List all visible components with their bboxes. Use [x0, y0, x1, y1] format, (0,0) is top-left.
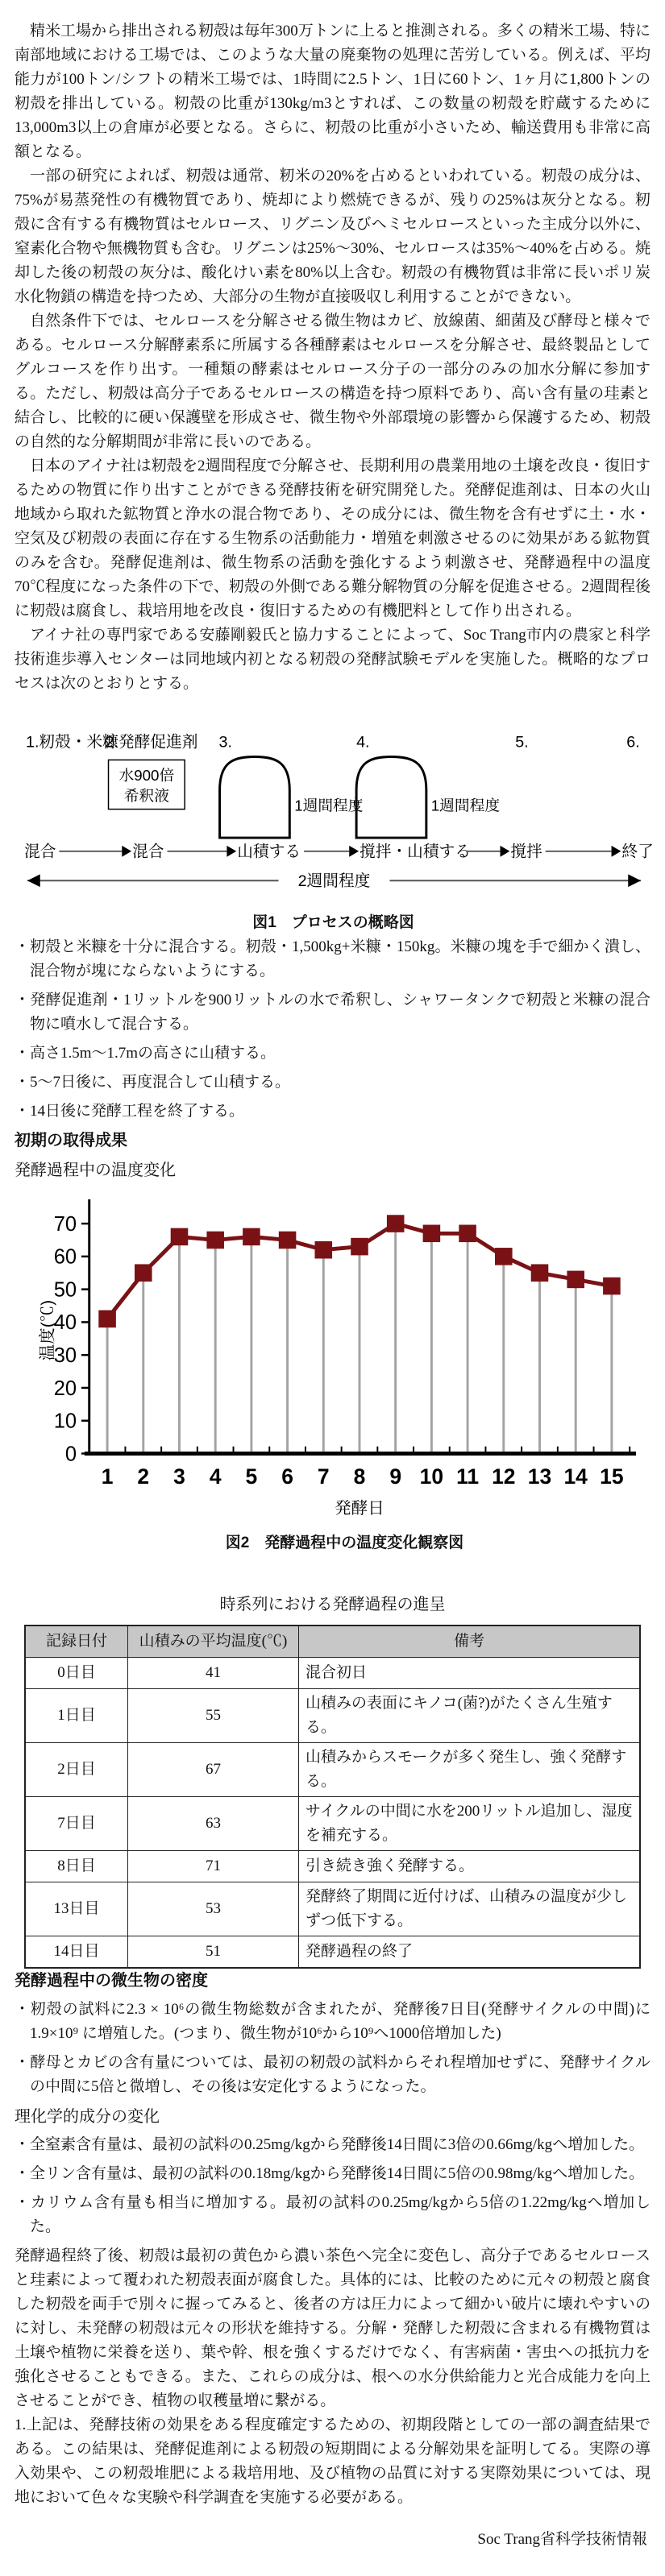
data-point-day-11 — [459, 1225, 476, 1243]
process-step-item: ・高さ1.5m〜1.7mの高さに山積する。 — [15, 1045, 276, 1062]
cell-date: 13日目 — [25, 1882, 128, 1936]
flow-label-stir-pile: 撹拌・山積する — [360, 843, 471, 861]
header-record-date: 記録日付 — [25, 1626, 128, 1658]
diagram-step6-label: 6. — [626, 733, 640, 752]
microbe-bullet: ・酵母とカビの含有量については、最初の籾殻の試料からそれ程増加せずに、発酵サイクルの中間に5倍と微増し、その後は安定化するようになった。 — [15, 2054, 650, 2095]
x-tick-label: 1 — [101, 1464, 114, 1489]
data-point-day-1 — [98, 1311, 116, 1328]
data-point-day-4 — [206, 1232, 224, 1249]
cell-note: 山積みの表面にキノコ(菌?)がたくさん生殖する。 — [299, 1689, 641, 1743]
diagram-step5-label: 5. — [515, 733, 529, 752]
chem-bullet: ・全窒素含有量は、最初の試料の0.25mg/kgから発酵後14日間に3倍の0.66mg/kgへ増加した。 — [15, 2136, 645, 2153]
diagram-step1-label: 1.籾殻・米糠 — [25, 733, 118, 752]
table-header-row — [25, 1626, 640, 1658]
cell-date: 0日目 — [25, 1658, 128, 1689]
x-tick-label: 3 — [173, 1464, 185, 1489]
y-tick-label: 10 — [53, 1410, 77, 1433]
header-remarks: 備考 — [299, 1626, 641, 1658]
cell-temp: 41 — [128, 1658, 299, 1689]
data-point-day-5 — [243, 1228, 260, 1246]
duration-arrowhead-right — [628, 874, 641, 887]
flow-label-stir: 撹拌 — [510, 843, 542, 861]
microbe-density-list — [15, 1998, 650, 2099]
header-avg-temp: 山積みの平均温度(℃) — [128, 1626, 299, 1658]
cell-note: 引き続き強く発酵する。 — [299, 1851, 641, 1882]
source-attribution: Soc Trang省科学技術情報 — [477, 2531, 647, 2548]
process-step-item: ・発酵促進剤・1リットルを900リットルの水で希釈し、シャワータンクで籾殻と米糠の混合物に噴水して混合する。 — [15, 992, 650, 1033]
x-tick-label: 5 — [245, 1464, 258, 1489]
y-tick-label: 50 — [53, 1278, 77, 1302]
cell-temp: 53 — [128, 1882, 299, 1936]
x-tick-label: 11 — [456, 1464, 480, 1489]
paragraph-husk-composition: 一部の研究によれば、籾殻は通常、籾米の20%を占めるといわれている。籾殻の成分は、75%が易蒸発性の有機物質であり、焼却により燃焼できるが、残りの25%は灰分となる。籾殻に含有する有機物質はセルロース、リグニン及びヘミセルロースといった主成分以外に、窒素化合物や無機物質も含む。リグニンは25%〜30%、セルロースは35%〜40%を占める。焼却した後の籾殻の灰分は、酸化けい素を80%以上含む。籾殻の有機物質は非常に長いポリ炭水化物鎖の構造を持つため、大部分の生物が直接吸収し利用することができない。 — [15, 168, 650, 305]
table-row — [25, 1936, 640, 1969]
figure2-caption: 図2 発酵過程中の温度変化観察図 — [225, 1534, 464, 1551]
x-tick-label: 9 — [389, 1464, 402, 1489]
x-tick-label: 14 — [563, 1464, 588, 1489]
diagram-step4-label: 4. — [356, 733, 370, 752]
table-row — [25, 1658, 640, 1689]
figure1-caption: 図1 プロセスの概略図 — [252, 914, 414, 931]
week-duration-label-1: 1週間程度 — [294, 797, 364, 814]
data-point-day-9 — [387, 1215, 405, 1232]
x-axis-title: 発酵日 — [335, 1499, 384, 1517]
paragraph-husk-volume: 精米工場から排出される籾殻は毎年300万トンに上ると推測される。多くの精米工場、特に南部地域における工場では、このような大量の廃棄物の処理に苦労している。例えば、平均能力が100トン/シフトの精米工場では、1時間に2.5トン、1日に60トン、1ヶ月に1,800トンの籾殻を排出している。籾殻の比重が130kg/m3とすれば、この数量の籾殻を貯蔵するために13,000m3以上の倉庫が必要となる。さらに、籾殻の比重が小さいため、輸送費用も非常に高額となる。 — [15, 23, 650, 160]
data-point-day-7 — [315, 1241, 333, 1259]
week-duration-label-2: 1週間程度 — [430, 797, 501, 814]
cell-temp: 55 — [128, 1689, 299, 1743]
data-point-day-15 — [603, 1278, 621, 1295]
flow-label-pile: 山積する — [237, 843, 301, 861]
flow-label-mix2: 混合 — [132, 843, 164, 861]
y-axis-title: 温度(℃) — [39, 1299, 57, 1361]
results-heading: 初期の取得成果 — [15, 1132, 127, 1149]
data-point-day-6 — [279, 1232, 297, 1249]
x-tick-label: 13 — [527, 1464, 552, 1489]
process-step-item: ・5〜7日後に、再度混合して山積する。 — [15, 1074, 291, 1091]
table-row — [25, 1851, 640, 1882]
cell-note: 山積みからスモークが多く発生し、強く発酵する。 — [299, 1743, 641, 1797]
temperature-chart-figure — [39, 1191, 650, 1555]
x-tick-label: 15 — [600, 1464, 624, 1489]
data-point-day-8 — [351, 1238, 368, 1256]
data-point-day-14 — [567, 1271, 584, 1289]
chart-heading: 発酵過程中の温度変化 — [15, 1162, 176, 1179]
chart-drop-lines — [107, 1224, 612, 1452]
cell-date: 14日目 — [25, 1936, 128, 1969]
pile-mound-2 — [356, 756, 426, 838]
x-tick-label: 10 — [419, 1464, 444, 1489]
cell-date: 1日目 — [25, 1689, 128, 1743]
cell-temp: 51 — [128, 1936, 299, 1969]
y-tick-label: 60 — [53, 1245, 77, 1269]
dilution-box-line1: 水900倍 — [118, 767, 175, 785]
x-tick-label: 4 — [209, 1464, 222, 1489]
process-step-list — [15, 935, 650, 1124]
diagram-step3-label: 3. — [218, 733, 232, 752]
data-point-day-2 — [135, 1264, 152, 1282]
paragraph-post-fermentation: 発酵過程終了後、籾殻は最初の黄色から濃い茶色へ完全に変色し、高分子であるセルロースと珪素によって覆われた籾殻表面が腐食した。具体的には、比較のために元々の籾殻と腐食した籾殻を両手で別々に握ってみると、後者の方は圧力によって細かい破片に壊れやすいのに対し、未発酵の籾殻は元々の形状を維持する。分解・発酵した籾殻に含まれる有機物質は土壌や植物に栄養を送り、葉や幹、根を強くするだけでなく、有害病菌・害虫への抵抗力を強化させることもできる。また、これらの成分は、根への水分供給能力と光合成能力を向上させることができ、植物の収穫量増に繋がる。 — [15, 2247, 650, 2409]
microbe-density-heading: 発酵過程中の微生物の密度 — [15, 1972, 208, 1990]
x-tick-label: 6 — [281, 1464, 293, 1489]
cell-date: 2日目 — [25, 1743, 128, 1797]
data-point-day-12 — [495, 1248, 513, 1265]
table-row — [25, 1797, 640, 1851]
chem-change-heading: 理化学的成分の変化 — [15, 2108, 160, 2126]
y-tick-label: 40 — [53, 1311, 77, 1335]
microbe-bullet: ・籾殻の試料に2.3 × 10⁶の微生物総数が含まれたが、発酵後7日目(発酵サイクルの中間)に1.9×10⁹ に増殖した。(つまり、微生物が10⁶から10⁹へ1000倍増加した) — [15, 2001, 650, 2042]
table-title: 時系列における発酵過程の進呈 — [219, 1596, 446, 1613]
cell-note: 発酵過程の終了 — [299, 1936, 641, 1969]
flow-label-end: 終了 — [621, 843, 652, 861]
cell-date: 8日目 — [25, 1851, 128, 1882]
y-tick-label: 70 — [53, 1212, 77, 1236]
data-point-day-10 — [423, 1225, 441, 1243]
chem-bullet: ・カリウム含有量も相当に増加する。最初の試料の0.25mg/kgから5倍の1.22mg/kgへ増加した。 — [15, 2194, 650, 2235]
process-step-item: ・籾殻と米糠を十分に混合する。籾殻・1,500kg+米糠・150kg。米糠の塊を手で細かく潰し、混合物が塊にならないようにする。 — [15, 938, 650, 979]
data-point-day-13 — [531, 1264, 549, 1282]
duration-arrowhead-left — [27, 874, 40, 887]
cell-date: 7日目 — [25, 1797, 128, 1851]
process-diagram-figure — [16, 728, 650, 935]
cell-note: サイクルの中間に水を200リットル追加し、湿度を補充する。 — [299, 1797, 641, 1851]
chart-ticks — [81, 1224, 630, 1453]
duration-span-label: 2週間程度 — [297, 872, 371, 891]
cell-temp: 63 — [128, 1797, 299, 1851]
diagram-step2-label: 2.発酵促進剤 — [105, 733, 198, 752]
pile-mound-1 — [220, 756, 290, 838]
paragraph-soc-trang-trial: アイナ社の専門家である安藤剛毅氏と協力することによって、Soc Trang市内の農家と科学技術進歩導入センターは同地域内初となる籾殻の発酵試験モデルを実施した。概略的なプロセスは次のとおりとする。 — [15, 627, 650, 692]
cell-temp: 71 — [128, 1851, 299, 1882]
table-row — [25, 1743, 640, 1797]
x-tick-label: 8 — [353, 1464, 366, 1489]
cell-note: 発酵終了期間に近付けば、山積みの温度が少しずつ低下する。 — [299, 1882, 641, 1936]
process-step-item: ・14日後に発酵工程を終了する。 — [15, 1103, 245, 1120]
process-diagram — [16, 728, 652, 897]
data-point-day-3 — [171, 1228, 189, 1246]
chem-change-list — [15, 2133, 650, 2239]
y-tick-label: 30 — [53, 1344, 77, 1367]
x-tick-label: 2 — [137, 1464, 150, 1489]
table-row — [25, 1689, 640, 1743]
x-tick-label: 12 — [492, 1464, 516, 1489]
dilution-box-line2: 希釈液 — [123, 787, 169, 805]
fermentation-progress-table — [24, 1625, 641, 1969]
x-tick-label: 7 — [317, 1464, 330, 1489]
paragraph-conclusion: 1.上記は、発酵技術の効果をある程度確定するための、初期段階としての一部の調査結果である。この結果は、発酵促進剤による籾殻の短期間による分解効果を証明してる。実際の導入効果や、この籾殻堆肥による栽培用地、及び植物の品質に対する実際効果については、現地において色々な実験や科学調査を実施する必要がある。 — [15, 2417, 650, 2506]
cell-note: 混合初日 — [299, 1658, 641, 1689]
y-tick-label: 20 — [53, 1377, 77, 1400]
flow-label-mix1: 混合 — [24, 843, 56, 861]
paragraph-aina-technology: 日本のアイナ社は籾殻を2週間程度で分解させ、長期利用の農業用地の土壌を改良・復旧するための物質に作り出すことができる発酵技術を研究開発した。発酵促進剤は、日本の火山地域から取れた鉱物質と浄水の混合物であり、その成分には、微生物を含有せずに土・水・空気及び籾殻の表面に存在する生物系の活動能力・増殖を刺激させるのに効果がある鉱物質のみを含む。発酵促進剤は、微生物系の活動を強化するよう刺激させ、発酵過程中の温度70℃程度になった条件の下で、籾殻の外側である難分解物質の分解を促進させる。2週間程後に籾殻は腐食し、栽培用地を改良・復旧するための有機肥料として作り出される。 — [15, 458, 650, 619]
chem-bullet: ・全リン含有量は、最初の試料の0.18mg/kgから発酵後14日間に5倍の0.98mg/kgへ増加した。 — [15, 2165, 645, 2182]
paragraph-cellulose-decomposition: 自然条件下では、セルロースを分解させる微生物はカビ、放線菌、細菌及び酵母と様々である。セルロース分解酵素系に所属する各種酵素はセルロースを分解させ、最終製品としてグルコースを作り出す。一種類の酵素はセルロース分子の一部分のみの加水分解に参加する。ただし、籾殻は高分子であるセルロースの構造を持つ原料であり、高い含有量の珪素と結合し、比較的に硬い保護壁を形成させ、微生物や外部環境の影響から保護するため、籾殻の自然的な分解期間が非常に長いのである。 — [15, 313, 650, 450]
cell-temp: 67 — [128, 1743, 299, 1797]
temperature-chart — [39, 1191, 639, 1517]
y-tick-label: 0 — [64, 1443, 77, 1466]
table-row — [25, 1882, 640, 1936]
